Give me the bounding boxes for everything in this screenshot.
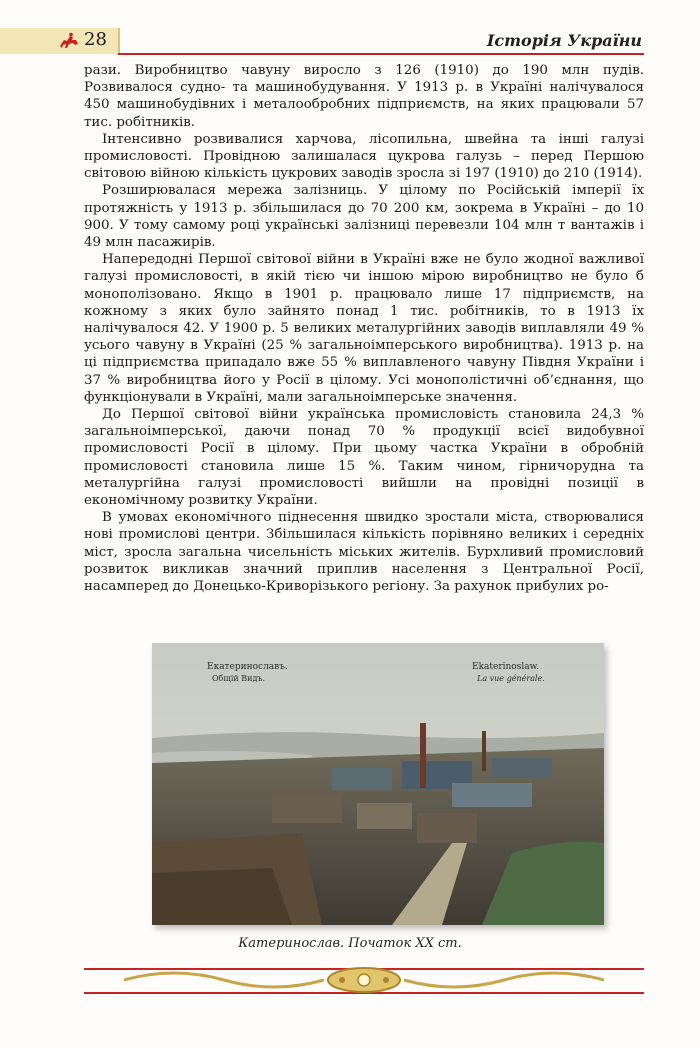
photo-label-left-1: Екатеринославъ. xyxy=(207,662,288,672)
paragraph: Напередодні Першої світової війни в Україні вже не було жодної важливої галузі промисловості, в якій тією чи іншою мірою виробництво не було б монополізовано. Якщо в 1901 р. працювало лише 17 підприємств, на кожному з яких було зайнято понад 1 тис. робітників, то в 1913 їх налічувалося 42. У 1900 р. 5 великих металургійних заводів виплавляли 49 % усього чавуну в Україні (25 % загальноімперського виробництва). 1913 р. на ці підприємства припадало вже 55 % виплавленого чавуну Півдня України і 37 % виробництва його у Росії в цілому. Усі монополістичні об’єднання, що функціонували в Україні, мали загальноімперське значення. xyxy=(84,252,644,405)
paragraph: Розширювалася мережа залізниць. У цілому по Російській імперії їх протяжність у 1913 р. збільшилася до 70 200 км, зокрема в Україні – до 10 900. У тому самому році українські залізниці перевезли 104 млн т вантажів і 49 млн пасажирів. xyxy=(84,183,644,251)
photo-label-right-1: Ekaterinoslaw. xyxy=(472,662,540,672)
page-header xyxy=(0,0,700,60)
page-number: 28 xyxy=(84,29,107,50)
ornament-icon xyxy=(84,962,644,998)
figure-caption: Катеринослав. Початок ХХ ст. xyxy=(238,936,462,951)
page-footer xyxy=(84,962,644,998)
historic-photo xyxy=(152,643,604,925)
photo-label-left-2: Общій Видъ. xyxy=(212,674,266,683)
header-rule xyxy=(118,53,644,55)
paragraph: рази. Виробництво чавуну виросло з 126 (1910) до 190 млн пудів. Розвивалося судно- та машинобудування. У 1913 р. в Україні налічувалося 450 машинобудівних і металообробних підприємств, на яких працювали 57 тис. робітників. xyxy=(84,63,644,130)
paragraph: Інтенсивно розвивалися харчова, лісопильна, швейна та інші галузі промисловості. Провідною залишалася цукрова галузь – перед Першою світовою війною кількість цукрових заводів зросла зі 197 (1910) до 210 (1914). xyxy=(84,131,644,182)
paragraph: До Першої світової війни українська промисловість становила 24,3 % загальноімперської, даючи понад 70 % продукції всієї видобувної промисловості Росії в цілому. При цьому частка України в обробній промисловості становила лише 15 %. Таким чином, гірничорудна та металургійна галузі промисловості вийшли на провідні позиції в економічному розвитку України. xyxy=(84,407,644,509)
horse-rider-icon xyxy=(58,32,80,50)
photo-label-right-2: La vue générale. xyxy=(477,674,545,683)
book-title: Історія України xyxy=(486,31,642,50)
body-text xyxy=(84,62,644,595)
paragraph: В умовах економічного піднесення швидко зростали міста, створювалися нові промислові центри. Збільшилася кількість порівняно великих і середніх міст, зросла загальна чисельність міських жителів. Бурхливий промисловий розвиток викликав значний приплив населення з Центральної Росії, насамперед до Донецько-Криворізького регіону. За рахунок прибулих ро- xyxy=(84,510,644,595)
